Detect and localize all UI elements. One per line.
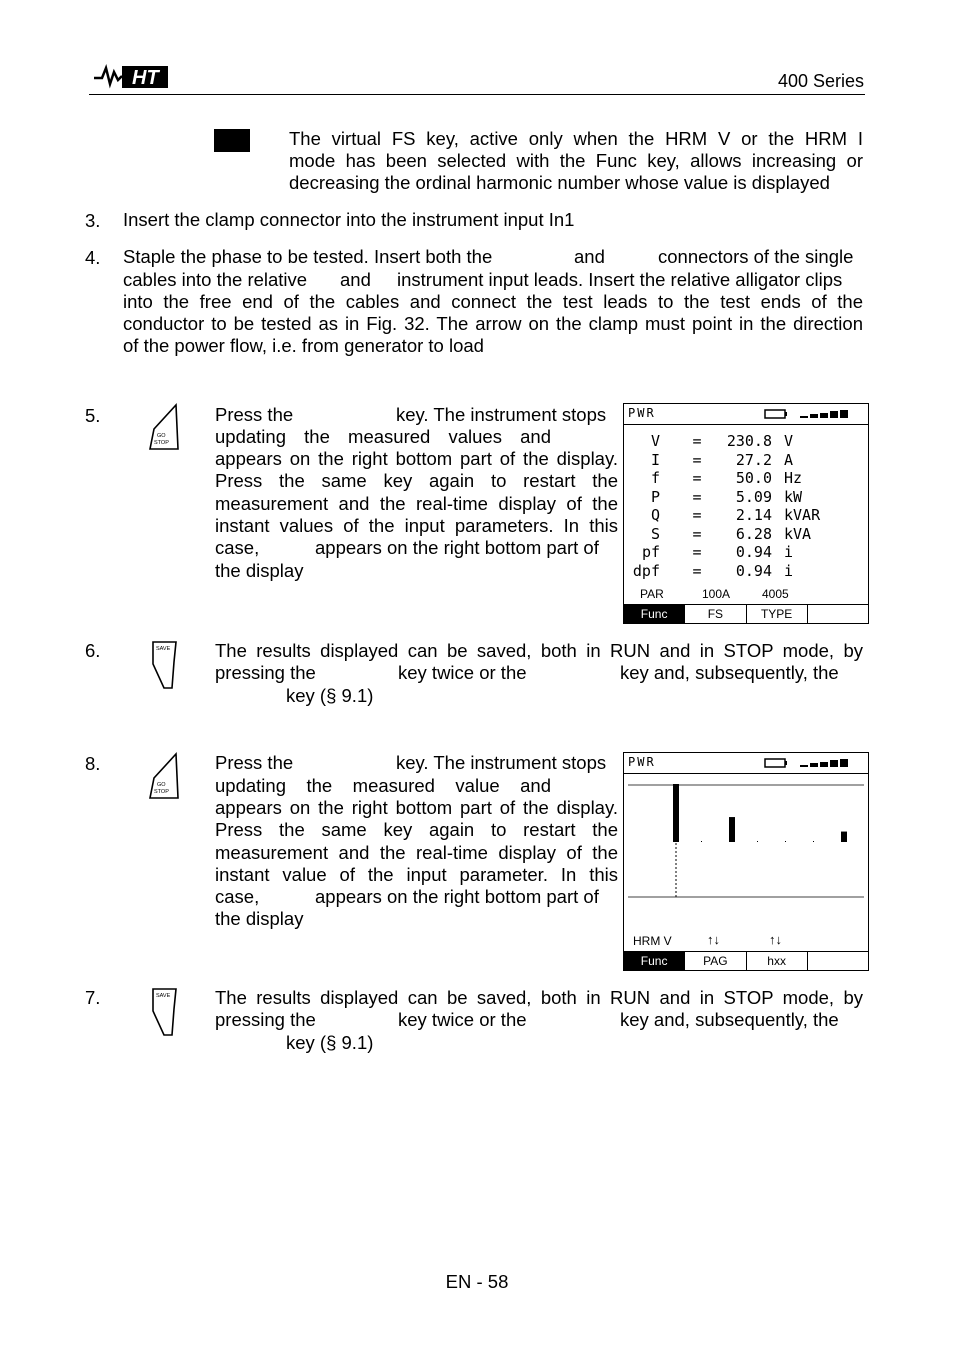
param-equals: = bbox=[692, 469, 702, 487]
param-unit: kW bbox=[784, 487, 803, 506]
harmonic-bar-h4 bbox=[757, 841, 758, 842]
status-model: 4005 bbox=[762, 587, 789, 601]
battery-signal-icon bbox=[764, 409, 864, 419]
display-header bbox=[624, 404, 868, 425]
param-equals: = bbox=[692, 543, 702, 561]
fkey-empty[interactable] bbox=[808, 605, 868, 623]
step-4-line-1c: connectors of the single bbox=[658, 246, 854, 267]
page-number: EN - 58 bbox=[445, 1271, 509, 1292]
step-5-number: 5. bbox=[85, 405, 101, 426]
step-3-text: Insert the clamp connector into the instrument input In1 bbox=[123, 209, 575, 230]
step-8-line-1b: key. The instrument stops bbox=[396, 752, 607, 773]
virtual-fs-key-icon bbox=[214, 129, 250, 152]
param-name: S bbox=[650, 524, 660, 543]
intro-line-3: decreasing the ordinal harmonic number whose value is displayed bbox=[289, 172, 830, 193]
display-title: PWR bbox=[628, 406, 656, 420]
param-unit: V bbox=[784, 432, 794, 450]
step-6-line-3: key (§ 9.1) bbox=[286, 685, 374, 706]
step-5-line-2: updating the measured values and bbox=[215, 426, 551, 447]
step-7-line-2b: key twice or the bbox=[398, 1009, 527, 1030]
step-6-line-2c: key and, subsequently, the bbox=[620, 662, 839, 683]
param-unit: kVA bbox=[784, 524, 812, 543]
step-5-line-5: measurement and the real-time display of the bbox=[215, 493, 618, 514]
param-unit: kVAR bbox=[784, 506, 821, 524]
param-value: 6.28 bbox=[735, 524, 772, 543]
status-range: 100A bbox=[702, 587, 731, 601]
fkey-empty-2[interactable] bbox=[808, 952, 868, 970]
step-8-line-6: instant value of the input parameter. In this bbox=[215, 864, 618, 885]
svg-text:SAVE: SAVE bbox=[156, 646, 171, 652]
param-value: 5.09 bbox=[735, 487, 772, 506]
param-equals: = bbox=[692, 487, 702, 506]
header-rule bbox=[89, 94, 865, 95]
harmonic-bar-h1 bbox=[673, 784, 679, 842]
step-8-line-1a: Press the bbox=[215, 752, 294, 773]
intro-line-2: mode has been selected with the Func key, allows increasing or bbox=[289, 150, 863, 171]
step-8-line-5: measurement and the real-time display of the bbox=[215, 842, 618, 863]
svg-text:STOP: STOP bbox=[154, 789, 169, 795]
param-unit: i bbox=[784, 561, 794, 580]
svg-text:GO: GO bbox=[157, 782, 166, 788]
step-4-line-1a: Staple the phase to be tested. Insert both the bbox=[123, 246, 493, 267]
step-7-number: 7. bbox=[85, 987, 101, 1008]
harmonic-bar-h2 bbox=[701, 841, 702, 842]
step-7-line-1: The results displayed can be saved, both in RUN and in STOP mode, by bbox=[215, 987, 863, 1008]
step-5-line-7a: case, bbox=[215, 537, 260, 558]
step-8-line-7b: appears on the right bottom part of bbox=[315, 886, 599, 907]
status-par: PAR bbox=[640, 587, 664, 601]
svg-text:STOP: STOP bbox=[154, 440, 169, 446]
step-3-number: 3. bbox=[85, 210, 101, 231]
harmonic-bar-h5 bbox=[785, 841, 786, 842]
step-4-line-3: into the free end of the cables and connect the test leads to the test ends of the bbox=[123, 291, 863, 312]
step-4-line-4: conductor to be tested as in Fig. 32. The arrow on the clamp must point in the direction bbox=[123, 313, 863, 334]
param-name: V bbox=[650, 432, 660, 450]
step-7-line-3: key (§ 9.1) bbox=[286, 1032, 374, 1053]
display-function-keys bbox=[624, 604, 868, 623]
save-key-icon bbox=[150, 640, 180, 692]
harmonic-bar-h7 bbox=[841, 832, 847, 842]
status-arrows-1: ↑↓ bbox=[707, 932, 720, 947]
ht-logo bbox=[92, 62, 172, 90]
pwr-display-values bbox=[623, 403, 869, 624]
param-name: dpf bbox=[632, 561, 660, 580]
series-title: 400 Series bbox=[777, 71, 864, 91]
fkey-func[interactable]: Func bbox=[624, 605, 685, 623]
param-equals: = bbox=[692, 450, 702, 469]
step-7-line-2c: key and, subsequently, the bbox=[620, 1009, 839, 1030]
go-stop-key-icon-2 bbox=[146, 752, 182, 802]
status-hrm-mode: HRM V bbox=[633, 934, 672, 948]
step-5-line-1b: key. The instrument stops bbox=[396, 404, 607, 425]
intro-line-1: The virtual FS key, active only when the HRM V or the HRM I bbox=[289, 128, 863, 149]
step-8-line-4: Press the same key again to restart the bbox=[215, 819, 618, 840]
step-8-line-3: appears on the right bottom part of the display. bbox=[215, 797, 618, 818]
step-5-line-6: instant values of the input parameters. In this bbox=[215, 515, 618, 536]
param-equals: = bbox=[692, 432, 702, 450]
step-5-line-3: appears on the right bottom part of the display. bbox=[215, 448, 618, 469]
step-4-line-2a: cables into the relative bbox=[123, 269, 308, 290]
step-4-line-2b: and bbox=[340, 269, 371, 290]
step-4-line-2c: instrument input leads. Insert the relative alligator clips bbox=[397, 269, 843, 290]
param-name: P bbox=[650, 487, 660, 506]
step-5-line-1a: Press the bbox=[215, 404, 294, 425]
step-8-number: 8. bbox=[85, 753, 101, 774]
fkey-func-2[interactable]: Func bbox=[624, 952, 685, 970]
harmonic-bar-h6 bbox=[813, 841, 814, 842]
param-equals: = bbox=[692, 561, 702, 580]
step-8-line-7a: case, bbox=[215, 886, 260, 907]
step-8-line-8: the display bbox=[215, 908, 304, 929]
fkey-fs[interactable]: FS bbox=[685, 605, 746, 623]
step-5-line-8: the display bbox=[215, 560, 304, 581]
step-8-line-2: updating the measured value and bbox=[215, 775, 551, 796]
display-title-2: PWR bbox=[628, 755, 656, 769]
param-equals: = bbox=[692, 506, 702, 524]
param-unit: Hz bbox=[784, 469, 803, 487]
step-4-line-1b: and bbox=[574, 246, 605, 267]
param-value: 2.14 bbox=[735, 506, 772, 524]
param-value: 0.94 bbox=[735, 543, 772, 561]
step-6-number: 6. bbox=[85, 640, 101, 661]
step-6-line-2b: key twice or the bbox=[398, 662, 527, 683]
logo-text: HT bbox=[132, 67, 159, 89]
fkey-pag[interactable]: PAG bbox=[685, 952, 746, 970]
param-name: Q bbox=[650, 506, 660, 524]
param-name: I bbox=[650, 450, 660, 469]
save-key-icon-2 bbox=[150, 987, 180, 1039]
step-4-number: 4. bbox=[85, 247, 101, 268]
battery-signal-icon-2 bbox=[764, 758, 864, 768]
param-name: f bbox=[650, 469, 660, 487]
fkey-hxx[interactable]: hxx bbox=[747, 952, 808, 970]
param-value: 230.8 bbox=[726, 432, 772, 450]
param-unit: A bbox=[784, 450, 794, 469]
harmonic-bar-chart bbox=[624, 775, 868, 931]
param-value: 27.2 bbox=[735, 450, 772, 469]
status-arrows-2: ↑↓ bbox=[769, 932, 782, 947]
param-equals: = bbox=[692, 524, 702, 543]
fkey-type[interactable]: TYPE bbox=[747, 605, 808, 623]
step-4-line-5: of the power flow, i.e. from generator to load bbox=[123, 335, 484, 356]
display-function-keys-2 bbox=[624, 951, 868, 970]
step-6-line-1: The results displayed can be saved, both in RUN and in STOP mode, by bbox=[215, 640, 863, 661]
param-name: pf bbox=[641, 543, 660, 561]
harmonic-bar-h3 bbox=[729, 817, 735, 842]
svg-text:GO: GO bbox=[157, 433, 166, 439]
step-7-line-2a: pressing the bbox=[215, 1009, 316, 1030]
param-value: 50.0 bbox=[735, 469, 772, 487]
param-unit: i bbox=[784, 543, 794, 561]
param-value: 0.94 bbox=[735, 561, 772, 580]
pwr-display-harmonics bbox=[623, 752, 869, 971]
step-6-line-2a: pressing the bbox=[215, 662, 316, 683]
step-5-line-4: Press the same key again to restart the bbox=[215, 470, 618, 491]
svg-text:SAVE: SAVE bbox=[156, 993, 171, 999]
step-5-line-7b: appears on the right bottom part of bbox=[315, 537, 599, 558]
go-stop-key-icon bbox=[146, 403, 182, 453]
display-header-2 bbox=[624, 753, 868, 774]
